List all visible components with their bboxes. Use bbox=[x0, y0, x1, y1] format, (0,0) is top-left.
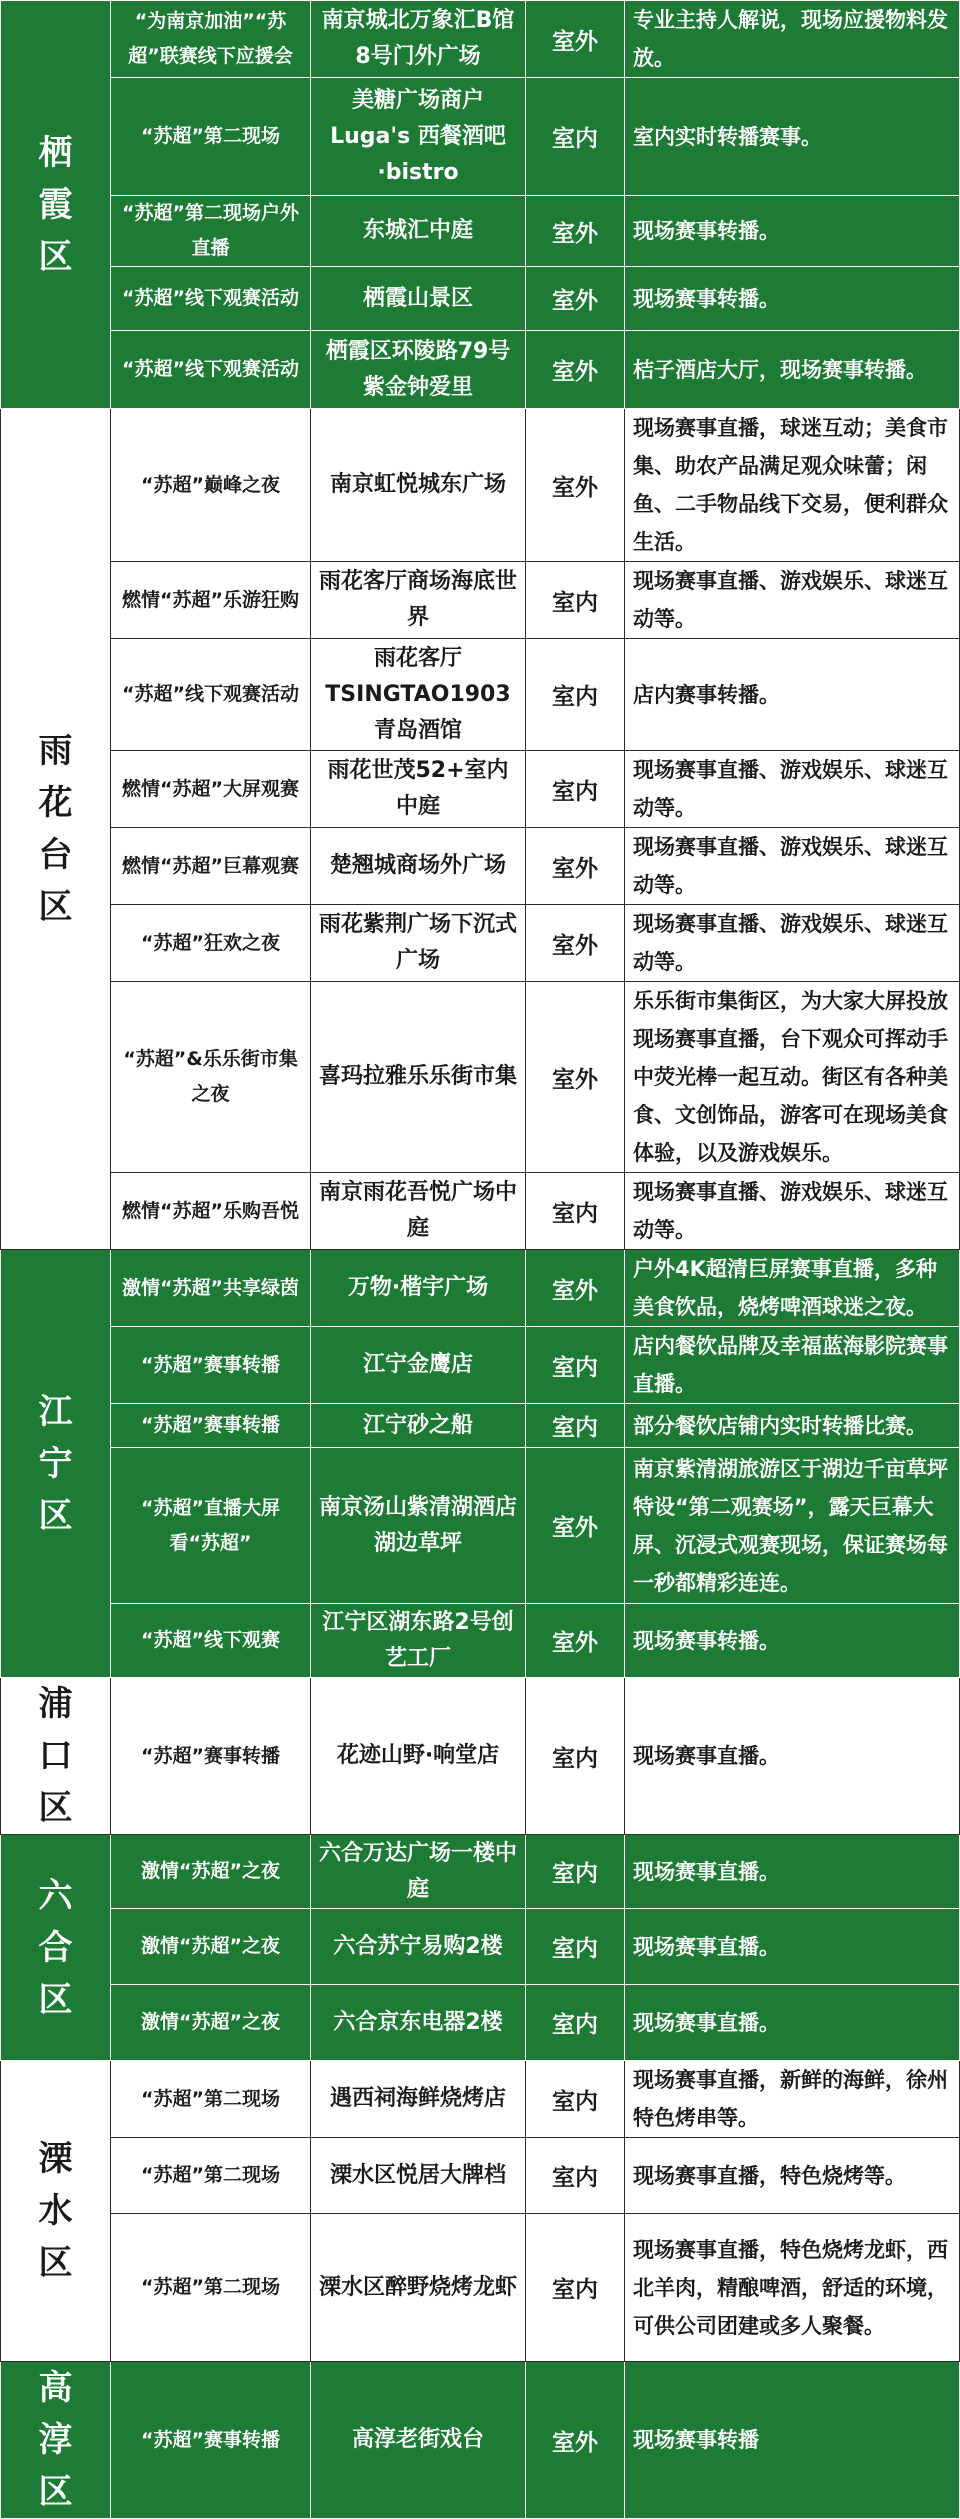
event-name-cell: 激情“苏超”共享绿茵 bbox=[111, 1250, 311, 1327]
event-name-cell: “苏超”第二现场 bbox=[111, 2061, 311, 2138]
indoor-outdoor-cell: 室外 bbox=[526, 905, 625, 982]
district-name: 高淳区 bbox=[38, 2368, 73, 2512]
indoor-outdoor-cell: 室内 bbox=[526, 1678, 625, 1835]
location-cell: 美糖广场商户Luga's 西餐酒吧·bistro bbox=[311, 78, 526, 196]
indoor-outdoor-cell: 室内 bbox=[526, 78, 625, 196]
table-row bbox=[1, 1250, 960, 1327]
description-cell: 现场赛事直播、游戏娱乐、球迷互动等。 bbox=[625, 1173, 960, 1250]
event-name-cell: “苏超”赛事转播 bbox=[111, 1327, 311, 1404]
district-name: 六合区 bbox=[38, 1875, 73, 2020]
indoor-outdoor-cell: 室内 bbox=[526, 1327, 625, 1404]
location-cell: 六合京东电器2楼 bbox=[311, 1985, 526, 2061]
description-cell: 乐乐街市集街区，为大家大屏投放现场赛事直播，台下观众可挥动手中荧光棒一起互动。街区有各种美食、文创饰品，游客可在现场美食体验，以及游戏娱乐。 bbox=[625, 982, 960, 1173]
event-name-cell: 燃情“苏超”大屏观赛 bbox=[111, 751, 311, 828]
indoor-outdoor-cell: 室外 bbox=[526, 828, 625, 905]
table-row bbox=[1, 196, 960, 267]
table-row bbox=[1, 1448, 960, 1604]
event-name-cell: “苏超”赛事转播 bbox=[111, 1404, 311, 1448]
description-cell: 现场赛事直播，新鲜的海鲜，徐州特色烤串等。 bbox=[625, 2061, 960, 2138]
location-cell: 雨花世茂52+室内中庭 bbox=[311, 751, 526, 828]
table-row bbox=[1, 2061, 960, 2138]
event-name-cell: “苏超”第二现场户外直播 bbox=[111, 196, 311, 267]
event-name-cell: “苏超”赛事转播 bbox=[111, 2362, 311, 2519]
district-name: 溧水区 bbox=[38, 2139, 73, 2283]
location-cell: 溧水区悦居大牌档 bbox=[311, 2138, 526, 2214]
table-row bbox=[1, 267, 960, 331]
table-row bbox=[1, 639, 960, 751]
location-cell: 雨花紫荆广场下沉式广场 bbox=[311, 905, 526, 982]
event-name-cell: “苏超”巅峰之夜 bbox=[111, 409, 311, 562]
event-name-cell: 激情“苏超”之夜 bbox=[111, 1985, 311, 2061]
table-row bbox=[1, 1, 960, 78]
district-name-cell bbox=[1, 1250, 111, 1678]
location-cell: 万物·楷宇广场 bbox=[311, 1250, 526, 1327]
description-cell: 现场赛事直播。 bbox=[625, 1678, 960, 1835]
location-cell: 南京城北万象汇B馆8号门外广场 bbox=[311, 1, 526, 78]
description-cell: 户外4K超清巨屏赛事直播，多种美食饮品，烧烤啤酒球迷之夜。 bbox=[625, 1250, 960, 1327]
district-section bbox=[1, 2362, 960, 2519]
district-name: 浦口区 bbox=[38, 1684, 73, 1828]
description-cell: 桔子酒店大厅，现场赛事转播。 bbox=[625, 331, 960, 409]
location-cell: 雨花客厅TSINGTAO1903青岛酒馆 bbox=[311, 639, 526, 751]
event-name-cell: “苏超”赛事转播 bbox=[111, 1678, 311, 1835]
district-name-cell bbox=[1, 1678, 111, 1835]
table-row bbox=[1, 2138, 960, 2214]
indoor-outdoor-cell: 室外 bbox=[526, 1448, 625, 1604]
indoor-outdoor-cell: 室外 bbox=[526, 196, 625, 267]
event-name-cell: “苏超”第二现场 bbox=[111, 2214, 311, 2362]
event-name-cell: “苏超”第二现场 bbox=[111, 78, 311, 196]
event-name-cell: “苏超”狂欢之夜 bbox=[111, 905, 311, 982]
description-cell: 专业主持人解说，现场应援物料发放。 bbox=[625, 1, 960, 78]
event-name-cell: “苏超”线下观赛 bbox=[111, 1604, 311, 1678]
indoor-outdoor-cell: 室内 bbox=[526, 1909, 625, 1985]
location-cell: 花迹山野·响堂店 bbox=[311, 1678, 526, 1835]
description-cell: 现场赛事直播，球迷互动；美食市集、助农产品满足观众味蕾；闲鱼、二手物品线下交易，便利群众生活。 bbox=[625, 409, 960, 562]
district-name-cell bbox=[1, 2061, 111, 2362]
indoor-outdoor-cell: 室内 bbox=[526, 751, 625, 828]
location-cell: 南京汤山紫清湖酒店湖边草坪 bbox=[311, 1448, 526, 1604]
table-row bbox=[1, 1327, 960, 1404]
event-name-cell: 燃情“苏超”乐购吾悦 bbox=[111, 1173, 311, 1250]
event-name-cell: “苏超”&乐乐街市集之夜 bbox=[111, 982, 311, 1173]
location-cell: 六合万达广场一楼中庭 bbox=[311, 1835, 526, 1909]
location-cell: 南京雨花吾悦广场中庭 bbox=[311, 1173, 526, 1250]
description-cell: 现场赛事直播。 bbox=[625, 1909, 960, 1985]
description-cell: 现场赛事转播。 bbox=[625, 196, 960, 267]
district-name-cell bbox=[1, 1, 111, 409]
location-cell: 楚翘城商场外广场 bbox=[311, 828, 526, 905]
table-row bbox=[1, 1404, 960, 1448]
district-name-cell bbox=[1, 2362, 111, 2519]
event-name-cell: “苏超”直播大屏看“苏超” bbox=[111, 1448, 311, 1604]
district-name-cell bbox=[1, 409, 111, 1250]
indoor-outdoor-cell: 室内 bbox=[526, 2061, 625, 2138]
description-cell: 部分餐饮店铺内实时转播比赛。 bbox=[625, 1404, 960, 1448]
description-cell: 现场赛事直播。 bbox=[625, 1835, 960, 1909]
district-name: 雨花台区 bbox=[38, 731, 73, 927]
description-cell: 店内餐饮品牌及幸福蓝海影院赛事直播。 bbox=[625, 1327, 960, 1404]
event-name-cell: “苏超”线下观赛活动 bbox=[111, 267, 311, 331]
location-cell: 六合苏宁易购2楼 bbox=[311, 1909, 526, 1985]
event-name-cell: “为南京加油”“苏超”联赛线下应援会 bbox=[111, 1, 311, 78]
table-row bbox=[1, 828, 960, 905]
table-row bbox=[1, 1604, 960, 1678]
table-row bbox=[1, 982, 960, 1173]
table-row bbox=[1, 562, 960, 639]
location-cell: 雨花客厅商场海底世界 bbox=[311, 562, 526, 639]
location-cell: 栖霞区环陵路79号紫金钟爱里 bbox=[311, 331, 526, 409]
indoor-outdoor-cell: 室外 bbox=[526, 267, 625, 331]
description-cell: 现场赛事转播。 bbox=[625, 267, 960, 331]
description-cell: 现场赛事直播、游戏娱乐、球迷互动等。 bbox=[625, 562, 960, 639]
description-cell: 现场赛事转播 bbox=[625, 2362, 960, 2519]
description-cell: 现场赛事直播、游戏娱乐、球迷互动等。 bbox=[625, 828, 960, 905]
event-name-cell: “苏超”第二现场 bbox=[111, 2138, 311, 2214]
table-row bbox=[1, 409, 960, 562]
district-name-cell bbox=[1, 1835, 111, 2061]
event-name-cell: “苏超”线下观赛活动 bbox=[111, 331, 311, 409]
location-cell: 喜玛拉雅乐乐街市集 bbox=[311, 982, 526, 1173]
description-cell: 店内赛事转播。 bbox=[625, 639, 960, 751]
location-cell: 栖霞山景区 bbox=[311, 267, 526, 331]
table-row bbox=[1, 1985, 960, 2061]
table-row bbox=[1, 1835, 960, 1909]
indoor-outdoor-cell: 室外 bbox=[526, 982, 625, 1173]
table-row bbox=[1, 1909, 960, 1985]
table-row bbox=[1, 905, 960, 982]
event-name-cell: 激情“苏超”之夜 bbox=[111, 1909, 311, 1985]
indoor-outdoor-cell: 室内 bbox=[526, 562, 625, 639]
description-cell: 现场赛事直播，特色烧烤等。 bbox=[625, 2138, 960, 2214]
table-row bbox=[1, 751, 960, 828]
location-cell: 江宁砂之船 bbox=[311, 1404, 526, 1448]
district-name: 江宁区 bbox=[38, 1391, 73, 1536]
indoor-outdoor-cell: 室外 bbox=[526, 409, 625, 562]
table-row bbox=[1, 2362, 960, 2519]
district-section bbox=[1, 409, 960, 1250]
event-name-cell: 激情“苏超”之夜 bbox=[111, 1835, 311, 1909]
indoor-outdoor-cell: 室外 bbox=[526, 1, 625, 78]
indoor-outdoor-cell: 室内 bbox=[526, 1173, 625, 1250]
location-cell: 江宁区湖东路2号创艺工厂 bbox=[311, 1604, 526, 1678]
description-cell: 现场赛事转播。 bbox=[625, 1604, 960, 1678]
table-row bbox=[1, 2214, 960, 2362]
indoor-outdoor-cell: 室内 bbox=[526, 2214, 625, 2362]
indoor-outdoor-cell: 室外 bbox=[526, 331, 625, 409]
district-section bbox=[1, 2061, 960, 2362]
indoor-outdoor-cell: 室外 bbox=[526, 1604, 625, 1678]
event-name-cell: “苏超”线下观赛活动 bbox=[111, 639, 311, 751]
table-row bbox=[1, 331, 960, 409]
district-section bbox=[1, 1, 960, 409]
indoor-outdoor-cell: 室内 bbox=[526, 2138, 625, 2214]
table-row bbox=[1, 1173, 960, 1250]
description-cell: 现场赛事直播，特色烧烤龙虾，西北羊肉，精酿啤酒，舒适的环境， 可供公司团建或多人聚餐。 bbox=[625, 2214, 960, 2362]
location-cell: 东城汇中庭 bbox=[311, 196, 526, 267]
district-section bbox=[1, 1678, 960, 1835]
district-name: 栖霞区 bbox=[38, 132, 73, 277]
indoor-outdoor-cell: 室内 bbox=[526, 639, 625, 751]
description-cell: 室内实时转播赛事。 bbox=[625, 78, 960, 196]
description-cell: 现场赛事直播、游戏娱乐、球迷互动等。 bbox=[625, 751, 960, 828]
location-cell: 南京虹悦城东广场 bbox=[311, 409, 526, 562]
indoor-outdoor-cell: 室内 bbox=[526, 1985, 625, 2061]
district-section bbox=[1, 1250, 960, 1678]
district-section bbox=[1, 1835, 960, 2061]
location-cell: 遇西祠海鲜烧烤店 bbox=[311, 2061, 526, 2138]
table-row bbox=[1, 1678, 960, 1835]
indoor-outdoor-cell: 室内 bbox=[526, 1404, 625, 1448]
location-cell: 溧水区醉野烧烤龙虾 bbox=[311, 2214, 526, 2362]
location-cell: 高淳老街戏台 bbox=[311, 2362, 526, 2519]
table-row bbox=[1, 78, 960, 196]
indoor-outdoor-cell: 室外 bbox=[526, 1250, 625, 1327]
description-cell: 现场赛事直播。 bbox=[625, 1985, 960, 2061]
event-name-cell: 燃情“苏超”巨幕观赛 bbox=[111, 828, 311, 905]
location-cell: 江宁金鹰店 bbox=[311, 1327, 526, 1404]
indoor-outdoor-cell: 室内 bbox=[526, 1835, 625, 1909]
description-cell: 现场赛事直播、游戏娱乐、球迷互动等。 bbox=[625, 905, 960, 982]
indoor-outdoor-cell: 室外 bbox=[526, 2362, 625, 2519]
event-name-cell: 燃情“苏超”乐游狂购 bbox=[111, 562, 311, 639]
description-cell: 南京紫清湖旅游区于湖边千亩草坪特设“第二观赛场”，露天巨幕大屏、沉浸式观赛现场，保证赛场每一秒都精彩连连。 bbox=[625, 1448, 960, 1604]
